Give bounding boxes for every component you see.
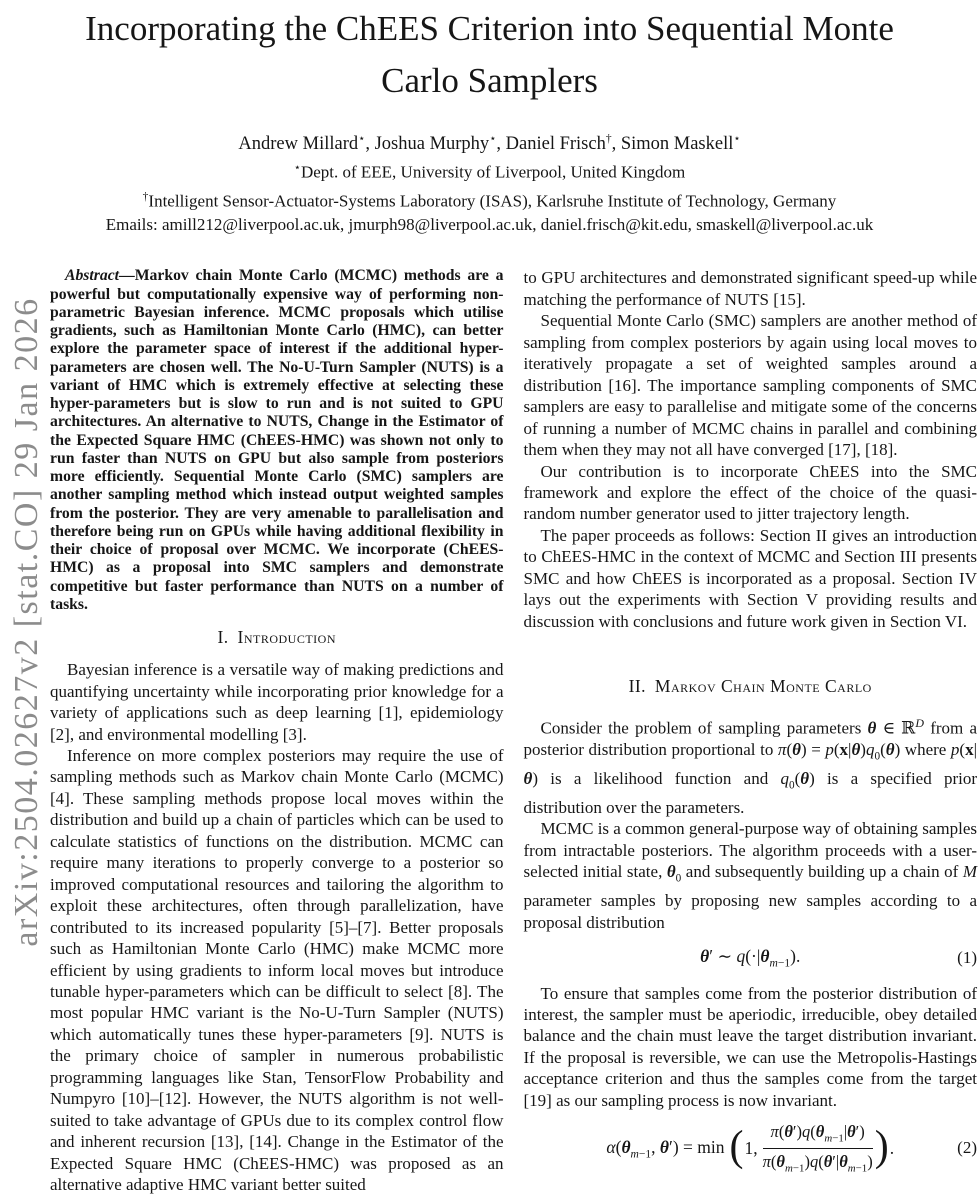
big-paren-left: ( xyxy=(729,1123,744,1171)
left-column xyxy=(50,267,504,1195)
paragraph-continuation: to GPU architectures and demonstrated significant speed-up while matching the performance of NUTS [15]. xyxy=(523,268,977,309)
equation-2-fraction xyxy=(763,1121,873,1175)
section-number: II. xyxy=(628,676,646,697)
fraction-denominator: $\pi(\theta_{m-1})q(\theta'|\theta_{m-1})$ xyxy=(762,1151,873,1175)
equation-2-one: 1, xyxy=(744,1137,758,1158)
equation-1 xyxy=(524,946,978,970)
affiliation-kit: †Intelligent Sensor-Actuator-Systems Laboratory (ISAS), Karlsruhe Institute of Technology, Germany xyxy=(142,190,837,211)
section-title: Markov Chain Monte Carlo xyxy=(654,676,872,697)
big-paren-right: ) xyxy=(874,1123,889,1171)
equation-2-body xyxy=(606,1121,894,1175)
two-column-body xyxy=(0,267,979,1195)
abstract-paragraph: Abstract—Markov chain Monte Carlo (MCMC) methods are a powerful but computationally expensive way of performing non-parametric Bayesian inference. MCMC proposals which utilise gradients, such as Hamiltonian Monte Carlo (HMC), can better explore the parameter space of interest if the additional hyper-parameters are chosen well. The No-U-Turn Sampler (NUTS) is a variant of HMC which is extremely effective at selecting these hyper-parameters but is slow to run and is not suited to GPU architectures. An alternative to NUTS, Change in the Estimator of the Expected Square HMC (ChEES-HMC) was shown not only to run faster than NUTS on GPU but also sample from posteriors more efficiently. Sequential Monte Carlo (SMC) samplers are another sampling method which instead output weighted samples from the posterior. They are very amenable to parallelisation and therefore being run on GPUs while having additional flexibility in their choice of proposal over MCMC. We incorporate (ChEES-HMC) as a proposal into SMC samplers and demonstrate competitive but faster performance than NUTS on a number of tasks. xyxy=(50,267,504,613)
paragraph-math: Consider the problem of sampling parameters θ ∈ ℝ$^D$ from a posterior distribution proportional to $\pi(\theta) = p(x|\theta)q_0(\theta)$ where p(x|θ) is a likelihood function and $q_0(\theta)$ is a specified prior distribution over the parameters. xyxy=(523,716,977,817)
arxiv-watermark: arXiv:2504.02627v2 [stat.CO] 29 Jan 2026 xyxy=(8,297,45,947)
right-column xyxy=(524,267,978,1195)
fraction-numerator: $\pi(\theta')q(\theta_{m-1}|\theta')$ xyxy=(763,1121,873,1148)
section-title: Introduction xyxy=(237,627,336,648)
section-heading-introduction xyxy=(50,627,504,648)
section-number: I. xyxy=(217,627,229,648)
paragraph: To ensure that samples come from the posterior distribution of interest, the sampler must be aperiodic, irreducible, obey detailed balance and the chain must leave the target distribution invariant. If the proposal is reversible, we can use the Metropolis-Hastings acceptance criterion and thus the samples come from the target [19] as our sampling process is now invariant. xyxy=(523,983,977,1110)
paragraph: Sequential Monte Carlo (SMC) samplers are another method of sampling from complex posteriors by again using local moves to iteratively propagate a set of weighted samples around a distribution [16]. The importance sampling components of SMC samplers are easy to parallelise and mitigate some of the concerns of running a number of MCMC chains in parallel and combining them when they may not all have converged [17], [18]. xyxy=(523,311,977,460)
paper-title: Incorporating the ChEES Criterion into Sequential Monte Carlo Samplers xyxy=(85,9,894,100)
affiliation-liverpool: ⋆Dept. of EEE, University of Liverpool, United Kingdom xyxy=(293,162,686,182)
paragraph: Bayesian inference is a versatile way of making predictions and quantifying uncertainty while incorporating prior knowledge for a variety of applications such as deep learning [1], epidemiology [2], and environmental modelling [3]. xyxy=(50,660,504,744)
equation-1-body: θ′ ∼ $q(\cdot|\theta_{m-1})$. xyxy=(700,946,801,970)
email-line: Emails: amill212@liverpool.ac.uk, jmurph98@liverpool.ac.uk, daniel.frisch@kit.edu, smaskell@liverpool.ac.uk xyxy=(105,215,874,235)
section-heading-mcmc xyxy=(524,676,978,697)
paragraph: Our contribution is to incorporate ChEES into the SMC framework and explore the effect of the choice of the quasi-random number generator used to jitter trajectory length. xyxy=(523,461,977,524)
paragraph-math: MCMC is a common general-purpose way of obtaining samples from intractable posteriors. The algorithm proceeds with a user-selected initial state, $\theta_0$ and subsequently building up a chain of M parameter samples by proposing new samples according to a proposal distribution xyxy=(523,819,977,932)
equation-2-lhs: $\alpha(\theta_{m-1}$, θ′) = min xyxy=(606,1136,725,1160)
equation-2-period: . xyxy=(889,1137,895,1158)
equation-2-number: (2) xyxy=(957,1138,977,1158)
author-line: Andrew Millard⋆, Joshua Murphy⋆, Daniel Frisch†, Simon Maskell⋆ xyxy=(238,133,741,155)
paragraph: Inference on more complex posteriors may require the use of sampling methods such as Markov chain Monte Carlo (MCMC) [4]. These sampling methods propose local moves within the distribution and build up a chain of particles which can be used to calculate statistics of functions on the distribution. MCMC can require many iterations to properly converge to a posterior so improved computational resources and tailoring the algorithm to exploit these architectures, often through parallelization, have contributed to its increased popularity [5]–[7]. Better proposals such as Hamiltonian Monte Carlo (HMC) make MCMC more efficient by using gradients to inform local moves but introduce tunable hyper-parameters which can be difficult to select [8]. The most popular HMC variant is the No-U-Turn Sampler (NUTS) which automatically tunes these hyper-parameters [9]. NUTS is the primary choice of sampler in numerous probabilistic programming languages like Stan, TensorFlow Probability and Numpyro [10]–[12]. However, the NUTS algorithm is not well-suited to take advantage of GPUs due to its complex control flow and inherent recursion [13], [14]. Change in the Estimator of the Expected Square HMC (ChEES-HMC) was proposed as an alternative adaptive HMC variant better suited xyxy=(50,746,504,1195)
equation-2 xyxy=(524,1121,978,1175)
equation-1-number: (1) xyxy=(957,947,977,967)
paragraph: The paper proceeds as follows: Section II gives an introduction to ChEES-HMC in the context of MCMC and Section III presents SMC and how ChEES is incorporated as a proposal. Section IV lays out the experiments with Section V providing results and discussion with conclusions and future work given in Section VI. xyxy=(523,525,977,631)
paper-header xyxy=(0,0,979,237)
